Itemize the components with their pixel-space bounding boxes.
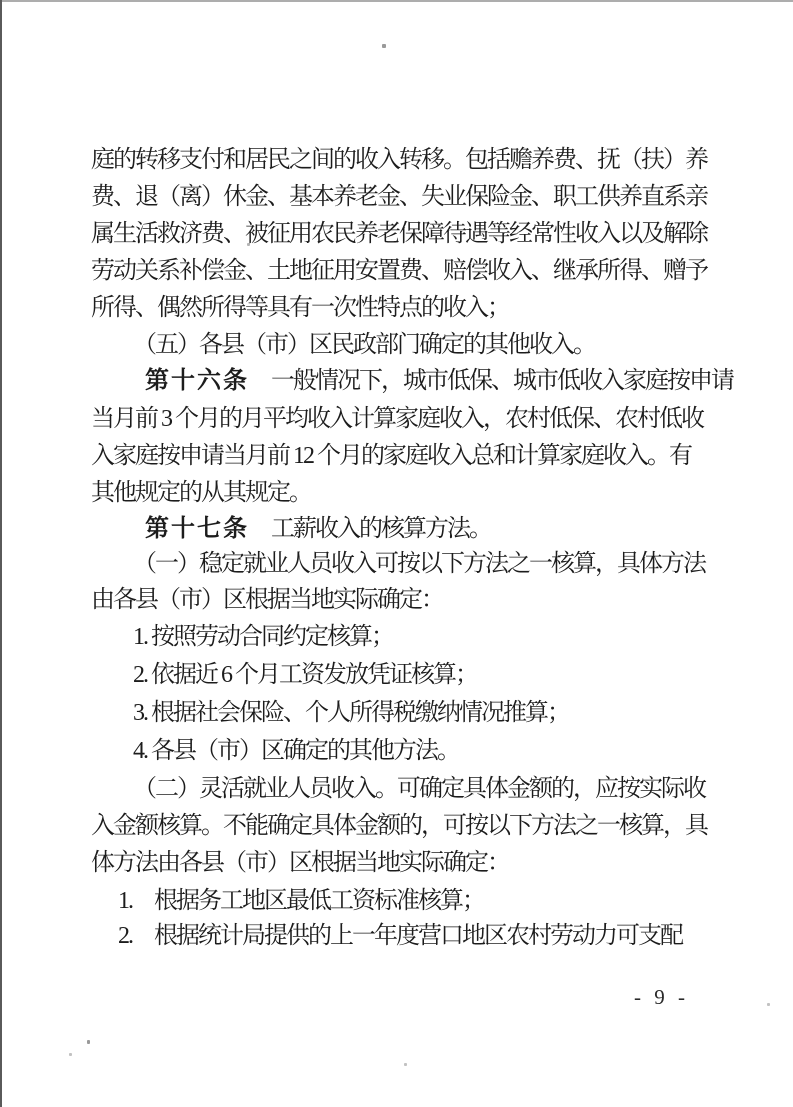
scan-top-edge — [0, 0, 793, 2]
article-16-text: 一般情况下，城市低保、城市低收入家庭按申请 — [271, 368, 733, 394]
page-number: - 9 - — [634, 985, 689, 1009]
text-line: 劳动关系补偿金、土地征用安置费、赔偿收入、继承所得、赠予 — [91, 258, 707, 284]
text-line: 庭的转移支付和居民之间的收入转移。包括赡养费、抚（扶）养 — [91, 147, 707, 173]
list-item: 3. 根据社会保险、个人所得税缴纳情况推算； — [133, 700, 569, 726]
text-line: 体方法由各县（市）区根据当地实际确定： — [91, 850, 509, 876]
text-line-item-1: （一）稳定就业人员收入可按以下方法之一核算，具体方法 — [133, 551, 705, 577]
text-line: 当月前 3 个月的月平均收入计算家庭收入，农村低保、农村低收 — [91, 406, 703, 432]
text-line: 所得、偶然所得等具有一次性特点的收入； — [91, 295, 509, 321]
text-line: 入家庭按申请当月前 12 个月的家庭收入总和计算家庭收入。有 — [91, 443, 691, 469]
article-16-number: 第十六条 — [145, 368, 249, 394]
scan-speck — [404, 1063, 407, 1066]
text-line-item-2: （二）灵活就业人员收入。可确定具体金额的，应按实际收 — [133, 776, 705, 802]
text-line: 费、退（离）休金、基本养老金、失业保险金、职工供养直系亲 — [91, 184, 707, 210]
list-item: 2. 依据近 6 个月工资发放凭证核算； — [133, 662, 477, 688]
text-line: 入金额核算。不能确定具体金额的，可按以下方法之一核算，具 — [91, 813, 707, 839]
scan-speck — [767, 1003, 770, 1006]
text-line-item-5: （五）各县（市）区民政部门确定的其他收入。 — [133, 332, 595, 358]
text-line: 其他规定的从其规定。 — [91, 480, 311, 506]
list-item: 1. 按照劳动合同约定核算； — [133, 624, 393, 650]
scan-left-edge — [0, 0, 2, 1107]
scan-speck — [87, 1040, 90, 1044]
article-17-heading — [145, 514, 491, 544]
article-17-number: 第十七条 — [145, 516, 249, 542]
article-16-heading — [145, 366, 733, 396]
scan-speck — [69, 1053, 72, 1056]
text-line: 由各县（市）区根据当地实际确定： — [91, 587, 443, 613]
text-line: 属生活救济费、被征用农民养老保障待遇等经常性收入以及解除 — [91, 221, 707, 247]
list-item: 2. 根据统计局提供的上一年度营口地区农村劳动力可支配 — [118, 923, 682, 949]
article-17-text: 工薪收入的核算方法。 — [271, 516, 491, 542]
scan-speck — [382, 44, 386, 48]
list-item: 1. 根据务工地区最低工资标准核算； — [118, 888, 484, 914]
list-item: 4. 各县（市）区确定的其他方法。 — [133, 738, 459, 764]
